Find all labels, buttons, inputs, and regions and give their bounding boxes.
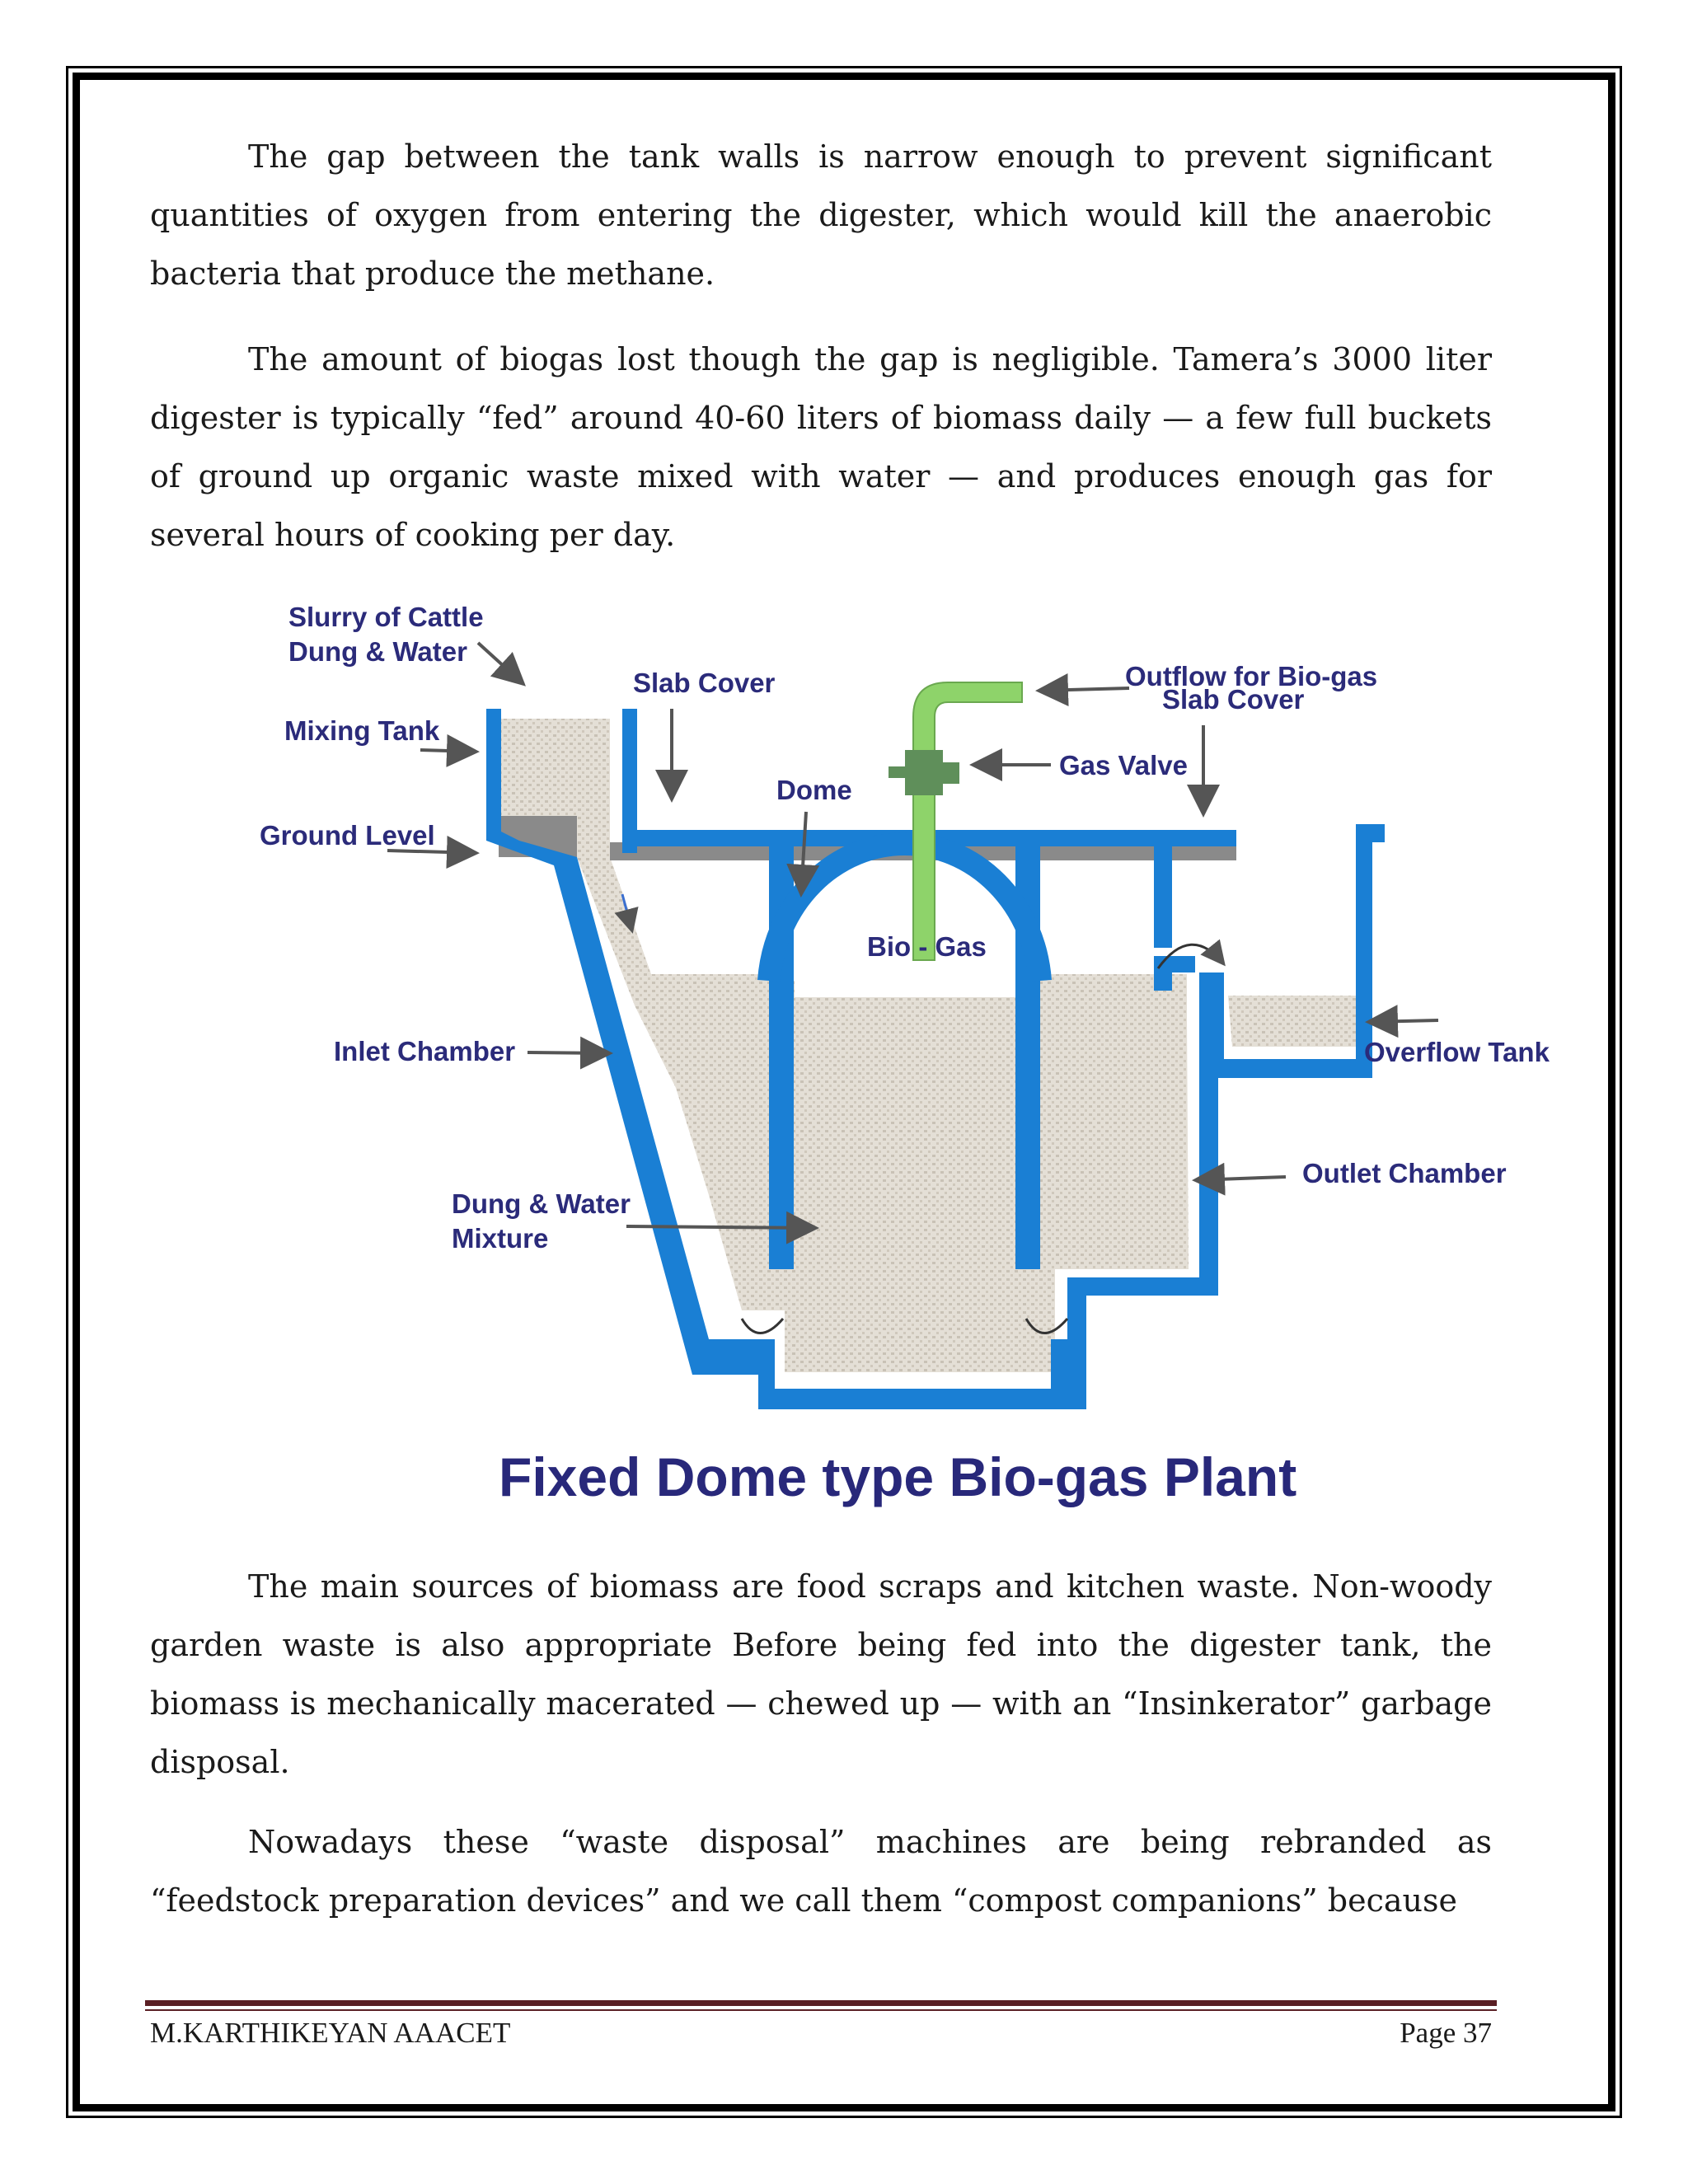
- paragraph-text: The gap between the tank walls is narrow enough to prevent significant quantities of oxygen from entering the digester, which would kill the anaerobic bacteria that produce the methane.: [150, 138, 1492, 292]
- label-outflow: Outflow for Bio-gas: [1125, 661, 1378, 691]
- gas-valve: [905, 750, 943, 795]
- paragraph: [150, 1813, 1492, 1930]
- slurry-fill: [499, 719, 1189, 1372]
- paragraph: [150, 128, 1492, 303]
- outlet-post: [1154, 845, 1172, 948]
- label-mixture-2: Mixture: [452, 1223, 549, 1254]
- label-bio-gas: Bio - Gas: [867, 931, 987, 962]
- label-slurry-2: Dung & Water: [288, 636, 467, 667]
- paragraph: [150, 330, 1492, 565]
- label-slurry-1: Slurry of Cattle: [288, 602, 484, 632]
- paragraph-text: The amount of biogas lost though the gap is negligible. Tamera’s 3000 liter digester is typically “fed” around 40-60 liters of biomass daily — a few full buckets of ground up organic waste mixed with water — and produces enough gas for several hours of cooking per day.: [150, 341, 1492, 553]
- figure-title: Fixed Dome type Bio-gas Plant: [499, 1446, 1297, 1507]
- paragraph-text: Nowadays these “waste disposal” machines are being rebranded as “feedstock preparation devices” and we call them “compost companions” because: [150, 1824, 1492, 1919]
- label-mixture-1: Dung & Water: [452, 1188, 631, 1219]
- label-slab-cover-right: Slab Cover: [1162, 684, 1305, 715]
- footer-page-number: Page 37: [1400, 2017, 1492, 2049]
- label-outlet-chamber: Outlet Chamber: [1302, 1158, 1507, 1188]
- biogas-plant-diagram: [247, 593, 1566, 1525]
- paragraph: [150, 1558, 1492, 1792]
- label-dome: Dome: [776, 775, 852, 805]
- label-gas-valve: Gas Valve: [1059, 750, 1188, 780]
- label-mixing-tank: Mixing Tank: [284, 715, 440, 746]
- footer-author: M.KARTHIKEYAN AAACET: [150, 2017, 511, 2049]
- label-overflow-tank: Overflow Tank: [1364, 1037, 1550, 1067]
- footer-rule-thin: [145, 2009, 1497, 2011]
- overflow-slurry: [1228, 996, 1356, 1047]
- label-slab-cover-left: Slab Cover: [633, 668, 776, 698]
- label-ground-level: Ground Level: [260, 820, 435, 851]
- label-inlet-chamber: Inlet Chamber: [334, 1036, 516, 1066]
- paragraph-text: The main sources of biomass are food scraps and kitchen waste. Non-woody garden waste is also appropriate Before being fed into the digester tank, the biomass is mechanically macerated — chewed up — with an “Insinkerator” garbage disposal.: [150, 1568, 1492, 1780]
- mixing-tank-wall-left: [486, 709, 501, 832]
- diagram-svg: [247, 593, 1566, 1525]
- footer-rule: [145, 2000, 1497, 2006]
